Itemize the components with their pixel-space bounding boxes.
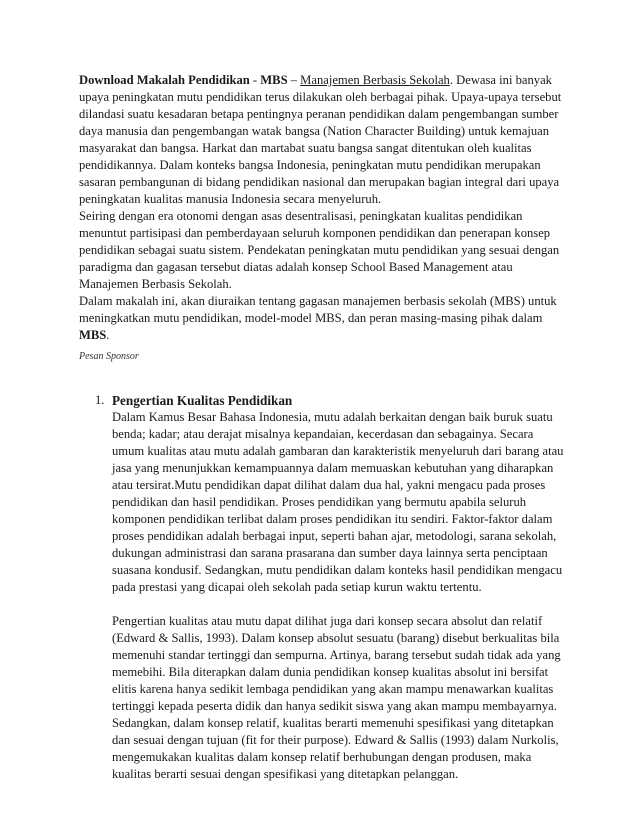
list-item-number: 1. [95, 393, 105, 407]
list-item-body [112, 392, 567, 783]
intro-paragraph [79, 72, 565, 208]
section-paragraph-2: Pengertian kualitas atau mutu dapat dilihat juga dari konsep secara absolut dan relatif (Edward & Sallis, 1993). Dalam konsep absolut sesuatu (barang) disebut berkualitas bila memenuhi standar tertinggi dan sempurna. Artinya, barang tersebut sudah tidak ada yang memebihi. Bila diterapkan dalam dunia pendidikan konsep kualitas absolut ini bersifat elitis karena hanya sedikit lembaga pendidikan yang akan mampu menawarkan kualitas tertinggi kepada peserta didik dan hanya sedikit siswa yang akan mampu membayarnya. Sedangkan, dalam konsep relatif, kualitas berarti memenuhi spesifikasi yang ditetapkan dan sesuai dengan tujuan (fit for their purpose). Edward & Sallis (1993) dalam Nurkolis, mengemukakan kualitas dalam konsep relatif berhubungan dengan produsen, maka kualitas berarti sesuai dengan spesifikasi yang ditetapkan pelanggan. [112, 614, 561, 781]
section-heading: Pengertian Kualitas Pendidikan [112, 393, 293, 408]
sponsor-label: Pesan Sponsor [79, 351, 139, 362]
paragraph-2: Seiring dengan era otonomi dengan asas desentralisasi, peningkatan kualitas pendidikan menuntut partisipasi dan pemberdayaan seluruh komponen pendidikan dan penerapan konsep pendidikan sebagai suatu sistem. Pendekatan peningkatan mutu pendidikan yang sesuai dengan paradigma dan gagasan tersebut diatas adalah konsep School Based Management atau Manajemen Berbasis Sekolah. [79, 209, 560, 291]
paragraph-3-period: . [106, 328, 110, 342]
intro-separator: - [249, 73, 261, 87]
paragraph-3 [79, 293, 565, 344]
intro-separator-dash: – [287, 73, 301, 87]
section-paragraph-1: Dalam Kamus Besar Bahasa Indonesia, mutu adalah berkaitan dengan baik buruk suatu benda; kadar; atau derajat misalnya kepandaian, kecerdasan dan sebagainya. Secara umum kualitas atau mutu adalah gambaran dan karakteristik menyeluruh dari barang atau jasa yang menunjukkan kemampuannya dalam memuaskan kebutuhan yang diharapkan atau tersirat.Mutu pendidikan dapat dilihat dalam dua hal, yakni mengacu pada proses pendidikan dan hasil pendidikan. Proses pendidikan yang bermutu apabila seluruh komponen pendidikan terlibat dalam proses pendidikan itu sendiri. Faktor-faktor dalam proses pendidikan adalah berbagai input, seperti bahan ajar, metodologi, sarana sekolah, dukungan administrasi dan sarana prasarana dan sumber daya lainnya serta penciptaan suasana kondusif. Sedangkan, mutu pendidikan dalam konteks hasil pendidikan mengacu pada prestasi yang dicapai oleh sekolah pada setiap kurun waktu tertentu. [112, 410, 564, 594]
paragraph-3-bold-end: MBS [79, 328, 107, 342]
intro-bold-lead: Download Makalah Pendidikan [79, 73, 250, 87]
intro-bold-mbs: MBS [260, 73, 288, 87]
mbs-link[interactable]: Manajemen Berbasis Sekolah [300, 73, 450, 87]
intro-body-text: . Dewasa ini banyak upaya peningkatan mutu pendidikan terus dilakukan oleh berbagai pihak. Upaya-upaya tersebut dilandasi suatu kesadaran betapa pentingnya peranan pendidikan dalam pengembangan sumber daya manusia dan pengembangan watak bangsa (Nation Character Building) untuk kemajuan masyarakat dan bangsa. Harkat dan martabat suatu bangsa sangat ditentukan oleh kualitas pendidikannya. Dalam konteks bangsa Indonesia, peningkatan mutu pendidikan merupakan sasaran pembangunan di bidang pendidikan nasional dan merupakan bagian integral dari upaya peningkatan kualitas manusia Indonesia secara menyeluruh. [79, 73, 562, 206]
paragraph-3-text: Dalam makalah ini, akan diuraikan tentang gagasan manajemen berbasis sekolah (MBS) untuk meningkatkan mutu pendidikan, model-model MBS, dan peran masing-masing pihak dalam [79, 294, 557, 325]
